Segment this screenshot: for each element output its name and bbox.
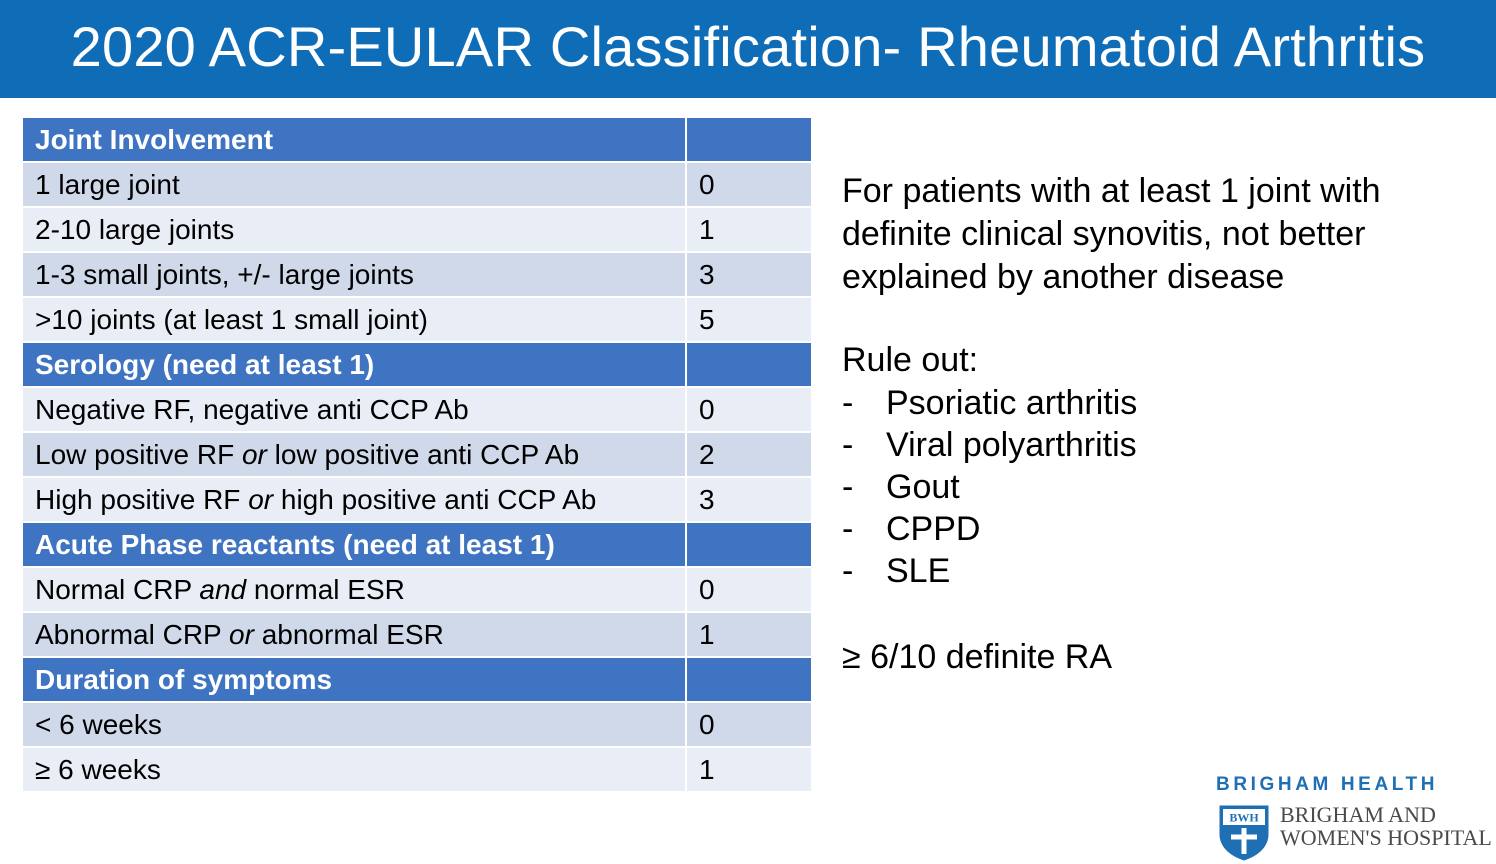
rule-out-list bbox=[842, 382, 1137, 592]
table-row bbox=[22, 567, 812, 612]
section-header-duration bbox=[22, 657, 812, 702]
criterion-label bbox=[22, 567, 686, 612]
section-score-blank bbox=[686, 657, 812, 702]
criterion-score: 0 bbox=[686, 567, 812, 612]
criterion-score: 1 bbox=[686, 612, 812, 657]
rule-out-item-text: SLE bbox=[886, 552, 951, 590]
label-emphasis: and bbox=[199, 574, 247, 605]
criterion-label: 1-3 small joints, +/- large joints bbox=[22, 252, 686, 297]
rule-out-title: Rule out: bbox=[842, 341, 979, 379]
section-score-blank bbox=[686, 522, 812, 567]
label-emphasis: or bbox=[248, 484, 274, 515]
inclusion-text: For patients with at least 1 joint with definite clinical synovitis, not better explained by another disease bbox=[842, 172, 1381, 296]
criterion-score: 0 bbox=[686, 702, 812, 747]
criterion-score: 1 bbox=[686, 747, 812, 792]
dash-bullet: - bbox=[842, 384, 854, 422]
hospital-name-line1: BRIGHAM AND bbox=[1280, 803, 1436, 827]
shield-letters: BWH bbox=[1229, 810, 1259, 825]
rule-out-item-text: CPPD bbox=[886, 510, 981, 548]
dash-bullet: - bbox=[842, 468, 854, 506]
dash-bullet: - bbox=[842, 552, 854, 590]
criterion-label bbox=[22, 432, 686, 477]
label-part: Normal CRP bbox=[35, 574, 200, 605]
section-heading: Serology (need at least 1) bbox=[22, 342, 686, 387]
criterion-label: ≥ 6 weeks bbox=[22, 747, 686, 792]
criterion-score: 5 bbox=[686, 297, 812, 342]
hospital-name bbox=[1280, 803, 1496, 849]
table-row bbox=[22, 702, 812, 747]
label-part: high positive anti CCP Ab bbox=[273, 484, 597, 515]
criteria-table bbox=[21, 116, 813, 793]
label-part: low positive anti CCP Ab bbox=[266, 439, 580, 470]
list-item bbox=[842, 466, 1137, 508]
list-item bbox=[842, 382, 1137, 424]
list-item bbox=[842, 550, 1137, 592]
rule-out-item-text: Psoriatic arthritis bbox=[886, 384, 1138, 422]
label-part: Low positive RF bbox=[35, 439, 242, 470]
criterion-label: 1 large joint bbox=[22, 162, 686, 207]
dash-bullet: - bbox=[842, 426, 854, 464]
criterion-label bbox=[22, 477, 686, 522]
criterion-score: 0 bbox=[686, 162, 812, 207]
criterion-score: 1 bbox=[686, 207, 812, 252]
criterion-score: 3 bbox=[686, 477, 812, 522]
slide-title: 2020 ACR-EULAR Classification- Rheumatoid Arthritis bbox=[70, 15, 1426, 78]
label-part: High positive RF bbox=[35, 484, 249, 515]
label-part: normal ESR bbox=[246, 574, 405, 605]
criterion-label: 2-10 large joints bbox=[22, 207, 686, 252]
criterion-label: >10 joints (at least 1 small joint) bbox=[22, 297, 686, 342]
table-row bbox=[22, 432, 812, 477]
label-emphasis: or bbox=[241, 439, 267, 470]
criterion-score: 3 bbox=[686, 252, 812, 297]
table-row bbox=[22, 162, 812, 207]
section-heading: Joint Involvement bbox=[22, 117, 686, 162]
definite-ra-threshold: ≥ 6/10 definite RA bbox=[842, 638, 1113, 676]
shield-logo-icon bbox=[1218, 804, 1270, 862]
section-header-joint-involvement bbox=[22, 117, 812, 162]
criterion-score: 2 bbox=[686, 432, 812, 477]
criterion-label: < 6 weeks bbox=[22, 702, 686, 747]
list-item bbox=[842, 424, 1137, 466]
table-row bbox=[22, 252, 812, 297]
section-heading: Acute Phase reactants (need at least 1) bbox=[22, 522, 686, 567]
criterion-score: 0 bbox=[686, 387, 812, 432]
section-header-serology bbox=[22, 342, 812, 387]
list-item bbox=[842, 508, 1137, 550]
rule-out-item-text: Viral polyarthritis bbox=[886, 426, 1137, 464]
section-heading: Duration of symptoms bbox=[22, 657, 686, 702]
section-header-acute-phase bbox=[22, 522, 812, 567]
label-emphasis: or bbox=[229, 619, 254, 650]
criterion-label bbox=[22, 612, 686, 657]
table-row bbox=[22, 477, 812, 522]
brigham-health-logo-text: BRIGHAM HEALTH bbox=[1216, 774, 1439, 795]
section-score-blank bbox=[686, 117, 812, 162]
label-part: abnormal ESR bbox=[253, 619, 444, 650]
title-bar bbox=[0, 0, 1496, 98]
criterion-label: Negative RF, negative anti CCP Ab bbox=[22, 387, 686, 432]
label-part: Abnormal CRP bbox=[35, 619, 230, 650]
table-row bbox=[22, 297, 812, 342]
table-row bbox=[22, 207, 812, 252]
table-row bbox=[22, 612, 812, 657]
table-row bbox=[22, 747, 812, 792]
table-row bbox=[22, 387, 812, 432]
section-score-blank bbox=[686, 342, 812, 387]
rule-out-item-text: Gout bbox=[886, 468, 960, 506]
dash-bullet: - bbox=[842, 510, 854, 548]
hospital-name-line2: WOMEN'S HOSPITAL bbox=[1280, 825, 1492, 849]
